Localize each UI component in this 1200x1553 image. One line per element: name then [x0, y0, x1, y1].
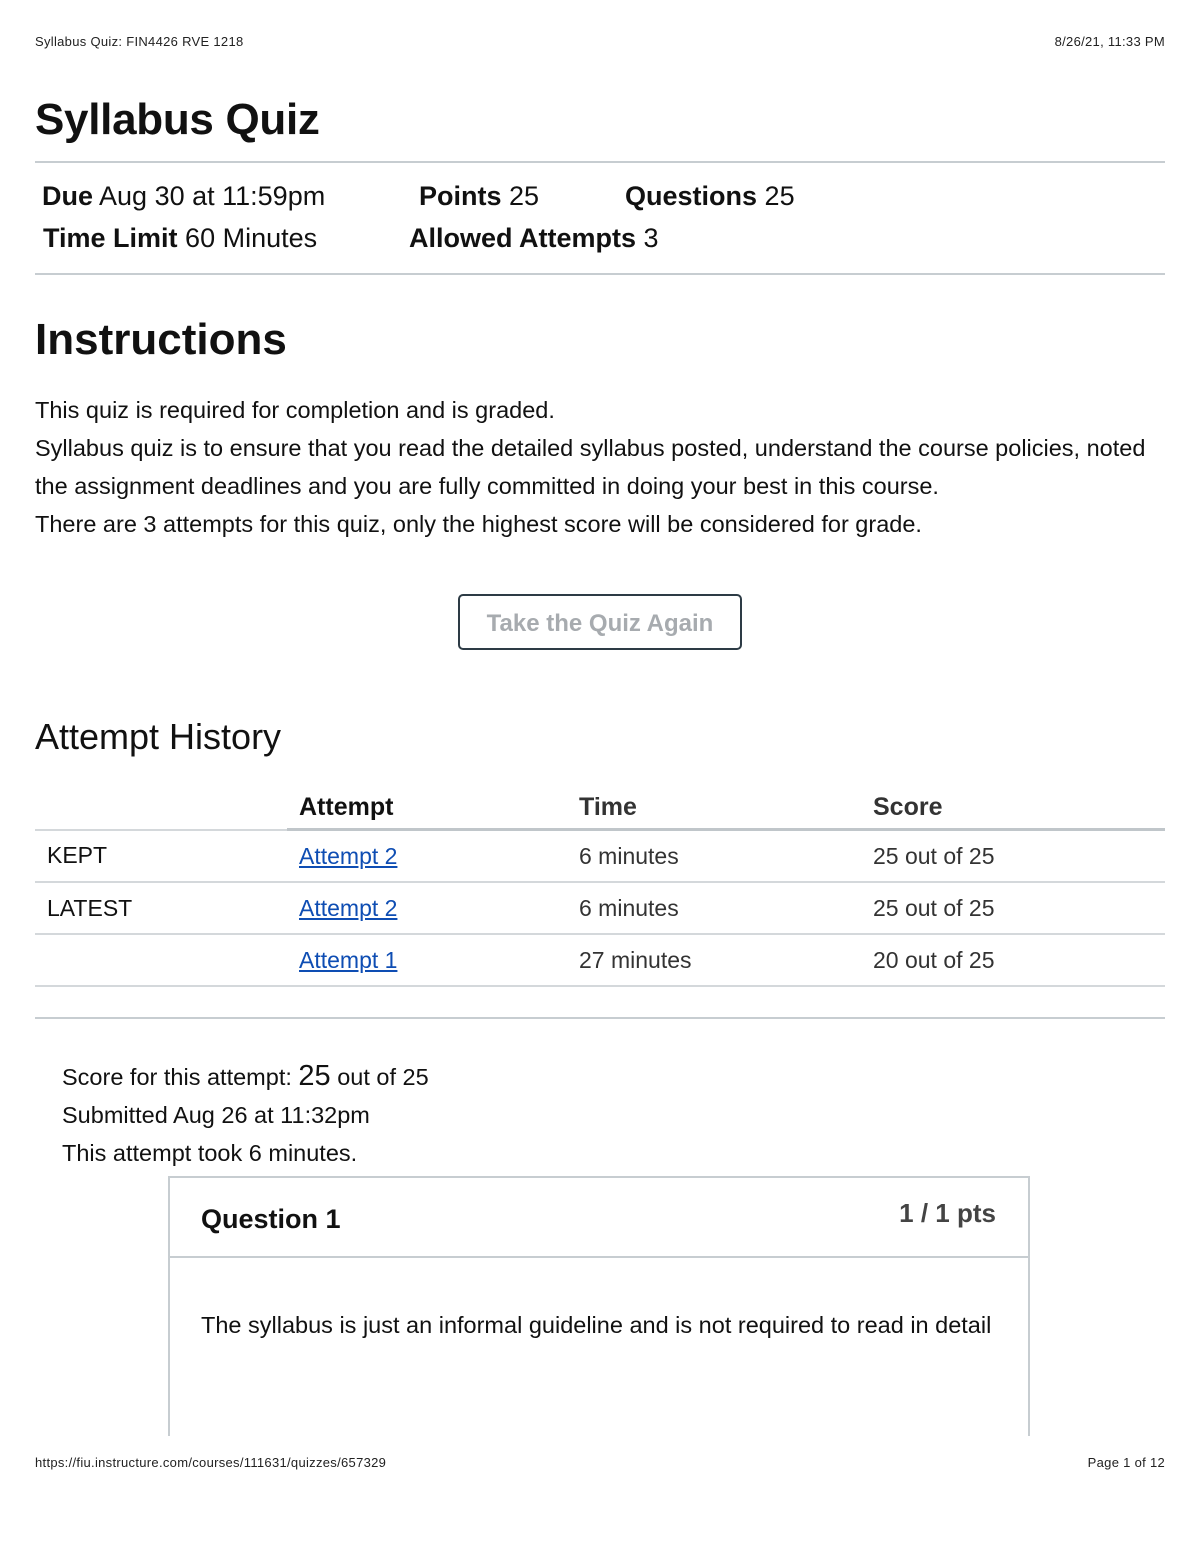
column-header-attempt: Attempt — [287, 780, 579, 830]
allowed-attempts-meta — [409, 223, 659, 254]
attempt-link[interactable]: Attempt 2 — [299, 894, 398, 921]
attempt-time: 27 minutes — [579, 934, 873, 986]
attempt-link[interactable]: Attempt 2 — [299, 842, 398, 869]
due-meta — [42, 181, 325, 212]
score-suffix: out of 25 — [337, 1064, 429, 1090]
instructions-line: Syllabus quiz is to ensure that you read the detailed syllabus posted, understand the course policies, noted the assignment deadlines and you are fully committed in doing your best in this course. — [35, 435, 1146, 499]
allowed-attempts-label: Allowed Attempts — [409, 223, 637, 253]
score-line — [62, 1057, 1165, 1096]
allowed-attempts-value: 3 — [643, 223, 659, 253]
print-footer-page: Page 1 of 12 — [1087, 1455, 1165, 1470]
attempt-score: 25 out of 25 — [873, 830, 1165, 883]
attempt-history-heading: Attempt History — [35, 716, 282, 757]
quiz-meta — [35, 163, 1165, 273]
time-limit-meta — [43, 223, 317, 254]
attempt-time: 6 minutes — [579, 830, 873, 883]
table-header-row — [35, 780, 1165, 830]
submitted-line: Submitted Aug 26 at 11:32pm — [62, 1102, 370, 1128]
instructions-line: This quiz is required for completion and is graded. — [35, 397, 555, 423]
instructions-text — [35, 391, 1165, 543]
page-title: Syllabus Quiz — [35, 95, 320, 144]
column-header-label — [35, 780, 287, 830]
points-label: Points — [419, 181, 502, 211]
column-header-time: Time — [579, 780, 873, 830]
take-quiz-again-wrap — [35, 594, 1165, 650]
table-row — [35, 830, 1165, 883]
table-row — [35, 934, 1165, 986]
attempt-score: 25 out of 25 — [873, 882, 1165, 934]
print-header — [35, 34, 1165, 49]
question-card — [168, 1176, 1030, 1436]
instructions-line: There are 3 attempts for this quiz, only the highest score will be considered for grade. — [35, 511, 922, 537]
attempt-link[interactable]: Attempt 1 — [299, 946, 398, 973]
row-status-label — [35, 934, 287, 986]
questions-meta — [625, 181, 795, 212]
attempt-time: 6 minutes — [579, 882, 873, 934]
instructions-heading: Instructions — [35, 315, 287, 364]
score-prefix: Score for this attempt: — [62, 1064, 292, 1090]
print-header-timestamp: 8/26/21, 11:33 PM — [1054, 34, 1165, 49]
question-title: Question 1 — [201, 1204, 341, 1234]
attempt-score: 20 out of 25 — [873, 934, 1165, 986]
questions-value: 25 — [764, 181, 795, 211]
duration-line: This attempt took 6 minutes. — [62, 1140, 358, 1166]
table-row — [35, 882, 1165, 934]
print-footer — [35, 1455, 1165, 1470]
attempt-summary — [62, 1057, 1165, 1172]
questions-label: Questions — [625, 181, 758, 211]
question-text: The syllabus is just an informal guideline and is not required to read in detail — [201, 1312, 992, 1338]
row-status-label: KEPT — [35, 830, 287, 883]
take-quiz-again-button[interactable]: Take the Quiz Again — [458, 594, 742, 650]
print-footer-url: https://fiu.instructure.com/courses/111631/quizzes/657329 — [35, 1455, 387, 1470]
column-header-score: Score — [873, 780, 1165, 830]
due-value: Aug 30 at 11:59pm — [99, 181, 326, 211]
points-meta — [419, 181, 539, 212]
points-value: 25 — [509, 181, 540, 211]
quiz-page — [35, 94, 1165, 1338]
print-header-title: Syllabus Quiz: FIN4426 RVE 1218 — [35, 34, 244, 49]
question-header — [170, 1178, 1028, 1258]
due-label: Due — [42, 181, 94, 211]
divider — [35, 273, 1165, 275]
attempt-history-table — [35, 780, 1165, 987]
score-value: 25 — [298, 1060, 331, 1092]
question-points: 1 / 1 pts — [899, 1198, 996, 1228]
time-limit-value: 60 Minutes — [185, 223, 318, 253]
time-limit-label: Time Limit — [43, 223, 178, 253]
row-status-label: LATEST — [35, 882, 287, 934]
divider — [35, 1017, 1165, 1019]
